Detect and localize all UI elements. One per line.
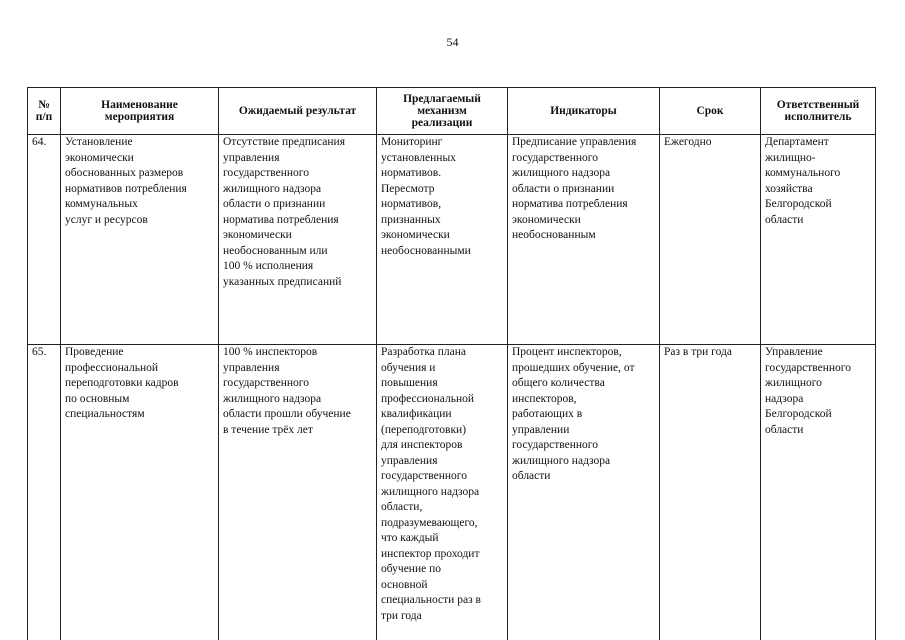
- cell-text-line: повышения: [381, 377, 438, 389]
- cell-text-line: государственного: [223, 377, 309, 389]
- cell-text-line: механизм: [417, 105, 467, 117]
- cell-text-line: управления: [223, 361, 280, 374]
- cell-text-line: норматива потребления: [512, 198, 628, 210]
- cell-text-line: Пересмотр: [381, 182, 435, 195]
- cell-text-line: услуг и ресурсов: [65, 213, 148, 226]
- cell-text-line: нормативов.: [381, 167, 442, 179]
- row-number: 64.: [28, 135, 61, 345]
- responsible-executor: [761, 345, 876, 640]
- cell-text-line: установленных: [381, 151, 456, 164]
- cell-text-line: специальности раз в: [381, 594, 481, 606]
- cell-text-line: работающих в: [512, 408, 583, 420]
- cell-text-line: прошедших обучение, от: [512, 361, 635, 374]
- implementation-mechanism: [377, 345, 508, 640]
- cell-text-line: Мониторинг: [381, 136, 443, 148]
- cell-text-line: необоснованным: [512, 229, 596, 241]
- cell-text-line: государственного: [223, 167, 309, 179]
- cell-text-line: Разработка плана: [381, 346, 467, 358]
- cell-text-line: управления: [223, 151, 280, 164]
- cell-text-line: Индикаторы: [550, 105, 617, 117]
- cell-text-line: реализации: [411, 117, 473, 129]
- cell-text-line: Ожидаемый результат: [238, 105, 357, 117]
- cell-text-line: жилищного надзора: [512, 167, 611, 179]
- cell-text-line: области: [765, 213, 804, 226]
- cell-text-line: основной: [381, 578, 428, 591]
- cell-text-line: жилищного: [765, 377, 822, 389]
- cell-text-line: экономически: [381, 229, 450, 241]
- cell-text-line: области прошли обучение: [223, 408, 351, 420]
- cell-text-line: области: [512, 470, 551, 482]
- cell-text-line: по основным: [65, 392, 130, 405]
- cell-text-line: Предписание управления: [512, 136, 637, 148]
- cell-text-line: Ежегодно: [664, 136, 712, 148]
- cell-text-line: норматива потребления: [223, 213, 339, 226]
- implementation-mechanism: [377, 135, 508, 345]
- indicators: [508, 135, 660, 345]
- cell-text-line: управлении: [512, 423, 570, 436]
- cell-text-line: мероприятия: [104, 111, 175, 123]
- cell-text-line: п/п: [35, 111, 53, 123]
- header-cell-indicators: [508, 88, 660, 135]
- cell-text-line: Белгородской: [765, 198, 832, 210]
- cell-text-line: области,: [381, 501, 423, 513]
- measure-name: [61, 345, 219, 640]
- cell-text-line: специальностям: [65, 408, 145, 420]
- indicators: [508, 345, 660, 640]
- cell-text-line: 100 % инспекторов: [223, 346, 318, 358]
- row-number: 65.: [28, 345, 61, 640]
- action-plan-table: [27, 87, 876, 640]
- cell-text-line: хозяйства: [765, 182, 813, 195]
- cell-text-line: управления: [381, 454, 438, 467]
- cell-text-line: три года: [381, 609, 422, 622]
- term: [660, 345, 761, 640]
- expected-result: [219, 135, 377, 345]
- cell-text-line: указанных предписаний: [223, 275, 342, 288]
- cell-text-line: переподготовки кадров: [65, 377, 179, 389]
- cell-text-line: государственного: [512, 439, 598, 451]
- header-cell-name: [61, 88, 219, 135]
- cell-text-line: жилищного надзора: [381, 485, 480, 498]
- cell-text-line: Белгородской: [765, 408, 832, 420]
- cell-text-line: экономически: [512, 213, 581, 226]
- cell-text-line: государственного: [512, 151, 598, 164]
- cell-text-line: Департамент: [765, 136, 829, 148]
- header-cell-number: [28, 88, 61, 135]
- cell-text-line: коммунального: [765, 167, 841, 179]
- cell-text-line: профессиональной: [65, 361, 159, 374]
- cell-text-line: государственного: [381, 470, 467, 482]
- cell-text-line: (переподготовки): [381, 423, 467, 436]
- header-cell-term: [660, 88, 761, 135]
- cell-text-line: области о признании: [223, 198, 326, 210]
- cell-text-line: Предлагаемый: [403, 93, 481, 105]
- table-row: [28, 345, 876, 640]
- cell-text-line: надзора: [765, 392, 804, 405]
- cell-text-line: Раз в три года: [664, 346, 732, 358]
- cell-text-line: Установление: [65, 136, 133, 148]
- cell-text-line: обоснованных размеров: [65, 167, 184, 179]
- cell-text-line: коммунальных: [65, 198, 138, 210]
- cell-text-line: Ответственный: [776, 99, 860, 111]
- cell-text-line: необоснованным или: [223, 244, 328, 257]
- cell-text-line: обучение по: [381, 563, 441, 575]
- cell-text-line: Срок: [696, 105, 724, 117]
- header-cell-result: [219, 88, 377, 135]
- cell-text-line: Наименование: [101, 99, 178, 111]
- cell-text-line: Отсутствие предписания: [223, 136, 345, 148]
- cell-text-line: обучения и: [381, 361, 436, 374]
- table-header-row: [28, 88, 876, 135]
- cell-text-line: инспектор проходит: [381, 547, 480, 560]
- cell-text-line: жилищного надзора: [223, 392, 322, 405]
- cell-text-line: нормативов,: [381, 198, 442, 210]
- expected-result: [219, 345, 377, 640]
- cell-text-line: общего количества: [512, 377, 605, 389]
- cell-text-line: Процент инспекторов,: [512, 346, 622, 358]
- responsible-executor: [761, 135, 876, 345]
- cell-text-line: подразумевающего,: [381, 516, 478, 529]
- cell-text-line: Управление: [765, 346, 823, 358]
- cell-text-line: жилищно-: [765, 151, 816, 164]
- cell-text-line: экономически: [65, 151, 134, 164]
- cell-text-line: в течение трёх лет: [223, 423, 313, 436]
- cell-text-line: государственного: [765, 361, 851, 374]
- cell-text-line: профессиональной: [381, 392, 475, 405]
- cell-text-line: жилищного надзора: [223, 182, 322, 195]
- cell-text-line: №: [38, 99, 50, 111]
- cell-text-line: Проведение: [65, 346, 124, 358]
- cell-text-line: исполнитель: [784, 111, 852, 123]
- cell-text-line: квалификации: [381, 408, 452, 420]
- cell-text-line: жилищного надзора: [512, 454, 611, 467]
- measure-name: [61, 135, 219, 345]
- header-cell-mechanism: [377, 88, 508, 135]
- cell-text-line: нормативов потребления: [65, 182, 187, 195]
- cell-text-line: инспекторов,: [512, 392, 577, 405]
- cell-text-line: признанных: [381, 213, 441, 226]
- cell-text-line: 100 % исполнения: [223, 260, 314, 272]
- cell-text-line: области: [765, 423, 804, 436]
- header-cell-executor: [761, 88, 876, 135]
- page-number: 54: [446, 35, 459, 49]
- table-row: [28, 135, 876, 345]
- cell-text-line: для инспекторов: [381, 439, 463, 451]
- cell-text-line: что каждый: [381, 532, 439, 544]
- cell-text-line: необоснованными: [381, 244, 471, 257]
- cell-text-line: экономически: [223, 229, 292, 241]
- cell-text-line: области о признании: [512, 182, 615, 195]
- term: [660, 135, 761, 345]
